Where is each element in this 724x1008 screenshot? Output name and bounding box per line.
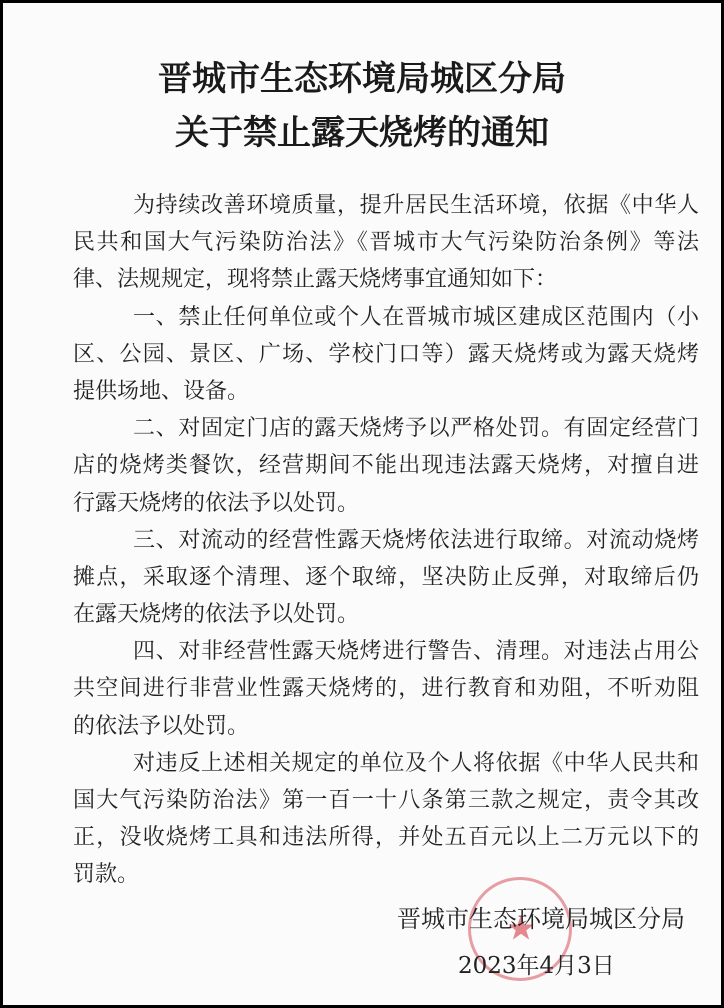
- paragraph-item-4: [73, 633, 699, 745]
- document-page: [3, 3, 721, 1005]
- text-line: 为持续改善环境质量，提升居民生活环境，依据《中华人: [133, 193, 699, 218]
- text-line: 行露天烧烤的依法予以处罚。: [73, 490, 360, 516]
- paragraph-item-1: [73, 299, 699, 411]
- text-line: 二、对固定门店的露天烧烤予以严格处罚。有固定经营门: [133, 416, 699, 442]
- text-line: 三、对流动的经营性露天烧烤依法进行取缔。对流动烧烤: [133, 527, 699, 553]
- text-line: 民共和国大气污染防治法》《晋城市大气污染防治条例》等法: [73, 230, 699, 256]
- paragraph-item-2: [73, 410, 699, 522]
- signature-date: 2023年4月3日: [458, 953, 615, 979]
- text-line: 提供场地、设备。: [73, 378, 250, 404]
- text-line: 在露天烧烤的依法予以处罚。: [73, 602, 360, 628]
- text-line: 四、对非经营性露天烧烤进行警告、清理。对违法占用公: [133, 639, 699, 665]
- text-line: 正，没收烧烤工具和违法所得，并处五百元以上二万元以下的: [73, 825, 699, 851]
- paragraph-item-3: [73, 522, 699, 634]
- paragraph-penalty: [73, 745, 699, 894]
- text-line: 共空间进行非营业性露天烧烤的，进行教育和劝阻，不听劝阻: [73, 676, 699, 702]
- text-line: 一、禁止任何单位或个人在晋城市城区建成区范围内（小: [133, 304, 699, 330]
- text-line: 对违反上述相关规定的单位及个人将依据《中华人民共和: [133, 750, 699, 776]
- document-title-line-1: 晋城市生态环境局城区分局: [158, 59, 566, 99]
- paragraph-intro: [73, 187, 699, 299]
- text-line: 区、公园、景区、广场、学校门口等）露天烧烤或为露天烧烤: [73, 341, 699, 367]
- document-body: [73, 187, 699, 894]
- text-line: 的依法予以处罚。: [73, 713, 250, 739]
- text-line: 国大气污染防治法》第一百一十八条第三款之规定，责令其改: [73, 788, 699, 813]
- text-line: 摊点，采取逐个清理、逐个取缔，坚决防止反弹，对取缔后仍: [73, 564, 699, 590]
- document-title-line-2: 关于禁止露天烧烤的通知: [175, 113, 549, 153]
- text-line: 罚款。: [73, 862, 140, 888]
- text-line: 店的烧烤类餐饮，经营期间不能出现违法露天烧烤，对擅自进: [73, 453, 699, 479]
- text-line: 律、法规规定，现将禁止露天烧烤事宜通知如下：: [73, 267, 558, 293]
- signature-organization: 晋城市生态环境局城区分局: [397, 905, 685, 933]
